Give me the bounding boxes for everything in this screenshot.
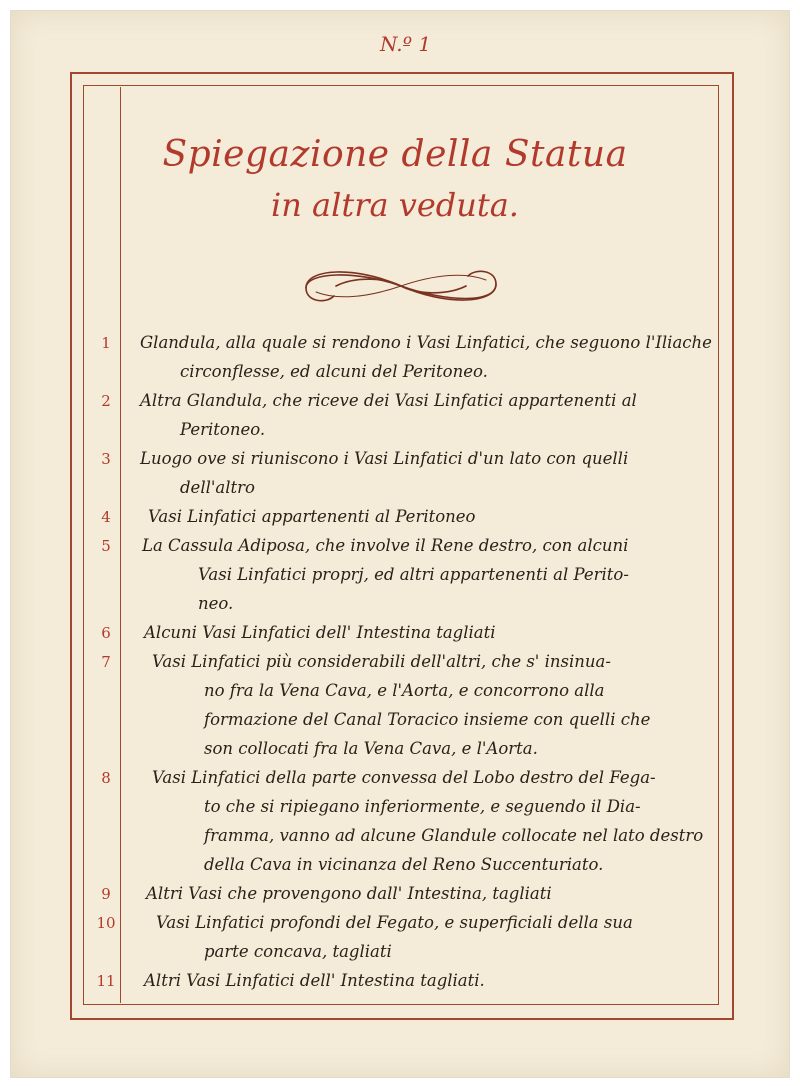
entry-text-line: formazione del Canal Toracico insieme con quelli che <box>204 710 651 729</box>
entry-text-line: Luogo ove si riuniscono i Vasi Linfatici d'un lato con quelli <box>140 449 629 468</box>
entry-number: 6 <box>101 624 111 642</box>
entry-text-line: Altra Glandula, che riceve dei Vasi Linfatici appartenenti al <box>140 391 637 410</box>
entry-text-line: Peritoneo. <box>180 420 266 439</box>
entry-text-line: Vasi Linfatici proprj, ed altri appartenenti al Perito- <box>198 565 629 584</box>
entry-text-line: Vasi Linfatici della parte convessa del Lobo destro del Fega- <box>152 768 656 787</box>
entry-text-line: della Cava in vicinanza del Reno Succenturiato. <box>204 855 604 874</box>
legend-entry <box>88 908 708 966</box>
entry-text-line: La Cassula Adiposa, che involve il Rene destro, con alcuni <box>142 536 629 555</box>
entry-number: 3 <box>101 450 111 468</box>
entry-text-line: Glandula, alla quale si rendono i Vasi Linfatici, che seguono l'Iliache <box>140 333 712 352</box>
entry-number: 1 <box>101 334 111 352</box>
legend-entry <box>88 531 708 618</box>
page-subtitle: in altra veduta. <box>271 186 519 224</box>
legend-entry <box>88 502 708 531</box>
entry-text-line: circonflesse, ed alcuni del Peritoneo. <box>180 362 488 381</box>
legend-entry <box>88 763 708 879</box>
entry-text-line: Altri Vasi che provengono dall' Intestina, tagliati <box>146 884 552 903</box>
legend-entries <box>88 328 712 995</box>
entry-text-line: parte concava, tagliati <box>204 942 392 961</box>
entry-number: 9 <box>101 885 111 903</box>
page-title: Spiegazione della Statua <box>162 134 628 175</box>
entry-number: 10 <box>96 914 116 932</box>
entry-text-line: neo. <box>198 594 234 613</box>
entry-number: 7 <box>101 653 111 671</box>
legend-entry <box>88 444 708 502</box>
plate-number: N.º 1 <box>380 32 432 56</box>
entry-text-line: Alcuni Vasi Linfatici dell' Intestina tagliati <box>144 623 496 642</box>
entry-text-line: no fra la Vena Cava, e l'Aorta, e concorrono alla <box>204 681 605 700</box>
entry-text-line: dell'altro <box>180 478 255 497</box>
entry-number: 8 <box>101 769 111 787</box>
flourish-ornament-icon <box>296 262 506 310</box>
entry-number: 4 <box>101 508 111 526</box>
legend-entry <box>88 647 708 763</box>
legend-entry <box>88 966 708 995</box>
entry-text-line: Vasi Linfatici profondi del Fegato, e superficiali della sua <box>156 913 633 932</box>
legend-entry <box>88 386 708 444</box>
entry-text-line: son collocati fra la Vena Cava, e l'Aorta. <box>204 739 538 758</box>
entry-text-line: Vasi Linfatici appartenenti al Peritoneo <box>148 507 476 526</box>
entry-number: 11 <box>96 972 116 990</box>
entry-number: 5 <box>101 537 111 555</box>
entry-text-line: framma, vanno ad alcune Glandule collocate nel lato destro <box>204 826 704 845</box>
legend-entry <box>88 618 708 647</box>
entry-text-line: Vasi Linfatici più considerabili dell'altri, che s' insinua- <box>152 652 611 671</box>
entry-text-line: to che si ripiegano inferiormente, e seguendo il Dia- <box>204 797 641 816</box>
legend-entry <box>88 879 708 908</box>
legend-entry <box>88 328 712 386</box>
entry-number: 2 <box>101 392 111 410</box>
entry-text-line: Altri Vasi Linfatici dell' Intestina tagliati. <box>144 971 485 990</box>
